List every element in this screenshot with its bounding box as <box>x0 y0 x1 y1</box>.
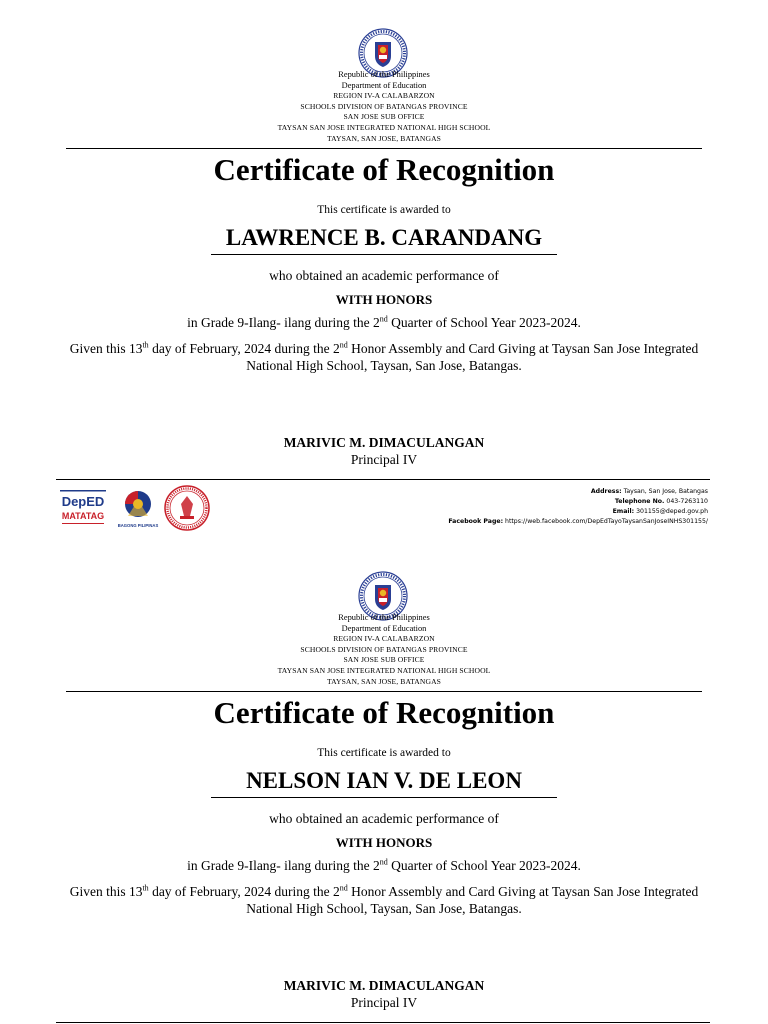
header-line: Department of Education <box>341 623 427 633</box>
footer-logos <box>58 484 218 534</box>
superscript: th <box>142 340 149 350</box>
footer-divider <box>56 1022 710 1023</box>
footer-contact <box>448 487 708 527</box>
superscript: nd <box>339 340 348 350</box>
address-value: Taysan, San Jose, Batangas <box>621 488 708 495</box>
header-line: TAYSAN SAN JOSE INTEGRATED NATIONAL HIGH SCHOOL <box>277 665 491 675</box>
grade-text-part: Quarter of School Year 2023-2024. <box>387 315 581 330</box>
header-line: TAYSAN, SAN JOSE, BATANGAS <box>327 133 441 143</box>
header-line: SCHOOLS DIVISION OF BATANGAS PROVINCE <box>300 101 468 111</box>
address-label: Address: <box>590 488 622 495</box>
certificate-title: Certificate of Recognition <box>213 695 555 730</box>
superscript: th <box>142 883 149 893</box>
school-seal-icon <box>163 484 211 532</box>
grade-text <box>0 858 768 874</box>
address-line <box>448 487 708 497</box>
facebook-link[interactable]: https://web.facebook.com/DepEdTayoTaysanSanJoseINHS301155/ <box>503 518 708 525</box>
letterhead <box>0 70 768 144</box>
header-line: SCHOOLS DIVISION OF BATANGAS PROVINCE <box>300 644 468 654</box>
honor-level: WITH HONORS <box>335 292 433 307</box>
name-underline <box>211 254 557 255</box>
header-line: REGION IV-A CALABARZON <box>333 634 435 644</box>
performance-text: who obtained an academic performance of <box>269 811 499 826</box>
grade-text-part: Quarter of School Year 2023-2024. <box>387 858 581 873</box>
superscript: nd <box>339 883 348 893</box>
given-text <box>60 340 708 374</box>
deped-matatag-logo-icon <box>58 488 108 530</box>
given-text-part: Given this 13 <box>69 341 143 356</box>
signer-name: MARIVIC M. DIMACULANGAN <box>283 978 485 993</box>
superscript: nd <box>379 857 388 867</box>
header-divider <box>66 148 702 149</box>
performance-text: who obtained an academic performance of <box>269 268 499 283</box>
grade-text-part: in Grade 9-Ilang- ilang during the 2 <box>187 858 380 873</box>
signer-role: Principal IV <box>350 995 418 1010</box>
logo-text: DepED <box>61 494 105 509</box>
superscript: nd <box>379 314 388 324</box>
header-line: REGION IV-A CALABARZON <box>333 91 435 101</box>
letterhead <box>0 613 768 687</box>
telephone-value: 043-7263110 <box>664 498 708 505</box>
email-line <box>448 507 708 517</box>
header-line: Department of Education <box>341 80 427 90</box>
certificate-title: Certificate of Recognition <box>213 152 555 187</box>
header-divider <box>66 691 702 692</box>
given-text-part: Honor Assembly and Card Giving at Taysan San Jose Integrated National High School, Taysan, San Jose, Batangas. <box>246 884 699 916</box>
given-text-part: day of February, 2024 during the 2 <box>148 884 340 899</box>
honor-level: WITH HONORS <box>335 835 433 850</box>
signer-name: MARIVIC M. DIMACULANGAN <box>283 435 485 450</box>
facebook-label: Facebook Page: <box>448 518 504 525</box>
signer-role: Principal IV <box>350 452 418 467</box>
bagong-pilipinas-logo-icon <box>114 486 162 530</box>
awarded-text: This certificate is awarded to <box>317 747 451 759</box>
grade-text <box>0 315 768 331</box>
recipient-name: LAWRENCE B. CARANDANG <box>225 225 543 250</box>
email-label: Email: <box>612 508 635 515</box>
header-line: Republic of the Philippines <box>338 70 430 79</box>
given-text-part: day of February, 2024 during the 2 <box>148 341 340 356</box>
header-line: SAN JOSE SUB OFFICE <box>343 112 425 122</box>
header-line: SAN JOSE SUB OFFICE <box>343 655 425 665</box>
given-text-part: Honor Assembly and Card Giving at Taysan San Jose Integrated National High School, Taysan, San Jose, Batangas. <box>246 341 699 373</box>
given-text-part: Given this 13 <box>69 884 143 899</box>
header-line: Republic of the Philippines <box>338 613 430 622</box>
grade-text-part: in Grade 9-Ilang- ilang during the 2 <box>187 315 380 330</box>
telephone-label: Telephone No. <box>614 498 665 505</box>
email-value: 301155@deped.gov.ph <box>634 508 708 515</box>
header-line: TAYSAN, SAN JOSE, BATANGAS <box>327 676 441 686</box>
awarded-text: This certificate is awarded to <box>317 204 451 216</box>
given-text <box>60 883 708 917</box>
logo-text: BAGONG PILIPINAS <box>117 523 159 528</box>
header-line: TAYSAN SAN JOSE INTEGRATED NATIONAL HIGH SCHOOL <box>277 122 491 132</box>
footer-divider <box>56 479 710 480</box>
facebook-line <box>448 517 708 527</box>
telephone-line <box>448 497 708 507</box>
logo-text: MATATAG <box>61 511 105 521</box>
recipient-name: NELSON IAN V. DE LEON <box>246 768 522 793</box>
name-underline <box>211 797 557 798</box>
